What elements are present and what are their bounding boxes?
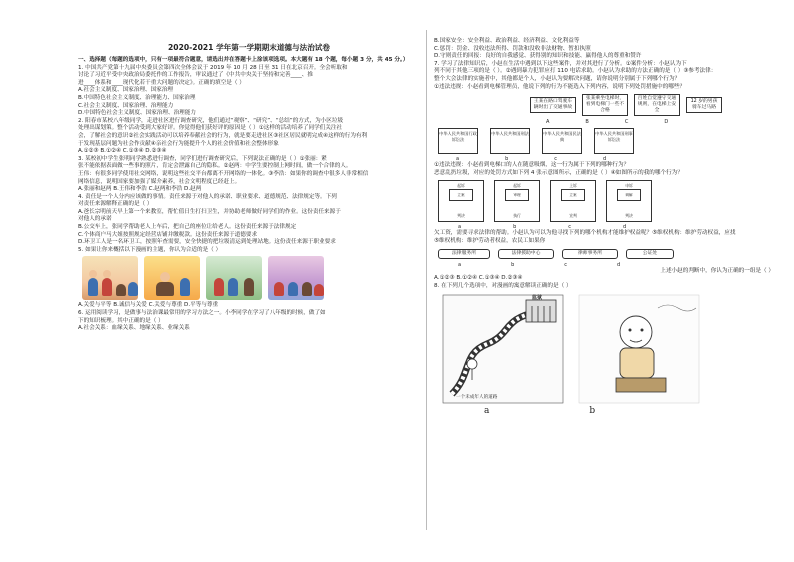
q7-case-box: 12 岁的男孩骑车过马路: [686, 97, 722, 113]
q7-org-label: a: [458, 261, 462, 268]
question-line: A.社会主义制度、国家治理、国家治理: [78, 87, 174, 94]
q8-cartoon-a-caption: 一个未成年人的道路: [456, 395, 498, 401]
q8-labels: [484, 406, 774, 416]
q7-law-books: [438, 128, 774, 154]
q7-procedure-diagram: [606, 180, 652, 222]
q7-case-box: 王某在路口驾驶车辆时出了交通事故: [530, 97, 576, 113]
q7-case-label: A: [546, 119, 550, 126]
q7-procedure-diagram: [438, 180, 484, 222]
q5-comic-elder: [144, 256, 200, 300]
person-icon: [128, 282, 138, 296]
q8-label-b: b: [589, 406, 596, 417]
left-column: [78, 0, 420, 562]
question-line: 3. 某校初中学生张明同学熟悉进行调查，同学们进行调查研究后，下列说法正确的是（ ）①张丽：紧: [78, 155, 327, 162]
question-line: 2. 阳春市某校八年级同学，走进社区进行调查研究，他们通过“观察”、“研究”、“总结”的方式，为小区垃圾: [78, 117, 344, 124]
question-line: D.环卫工人是一名环卫工，按照年查需要，安全快捷的把垃圾清运到处理站地。这份责任来源于职业要求: [78, 239, 336, 246]
question-line: 欠工资，需要寻求法律的帮助。小赵认为可以为他寻找下列的哪个机构才能维护权益呢？⑤维权机构：维护劳动权益，应找: [434, 230, 736, 237]
question-line: 张不能依据表面做一些事的照片，肯定会泄露自己的隐私。②赵两：中学生要控制上网时间，做一个合律的人。: [78, 163, 352, 170]
question-line: C.个体商户马大姐按照规定经营店铺并缴税款。这份责任来源于道德要求: [78, 231, 258, 238]
q7-book-label: c: [554, 156, 558, 163]
section-heading: 一、选择题（每题的选项中，只有一项最符合题意，请选出并在答题卡上涂该项选项。本大题有 18 个题，每小题 3 分，共 45 分。）: [78, 57, 409, 63]
q7-org-box: 律师事务所: [562, 249, 618, 259]
question-line: ①违法违规：小赵看到电梯口的人在随意吸烟，这一行为属于下列的哪种行为？: [434, 162, 630, 169]
q7-step-bottom: 判决: [457, 213, 465, 219]
q8-label-a: a: [484, 406, 490, 417]
q8-cartoon-b: [578, 294, 700, 404]
q7-org-box: 公证处: [626, 249, 674, 259]
question-line: 5. 如果让你来概括以下漫画的主题，你认为合适的是（ ）: [78, 246, 222, 253]
person-icon: [156, 282, 174, 296]
q7-law-book: 中华人民共和国行政诉讼法: [438, 128, 478, 154]
question-line: 6. 运用阅读学习，是做事与法治课最常用的学习方法之一。小李同学在学习了八年级的时候，做了如: [78, 310, 326, 317]
q7-step-top: 起诉: [457, 183, 465, 189]
question-line: B.公交车上，张同学帮助老人上车后，把自己的座位让给老人。这份责任来源于法律规定: [78, 224, 297, 231]
q7-procedure-diagram: [550, 180, 596, 222]
road-to-prison-cartoon: [442, 294, 564, 404]
person-icon: [180, 278, 190, 296]
question-block-1-5: [78, 65, 420, 255]
prison-sign: 监狱: [532, 295, 543, 302]
q7-case-label: C: [624, 119, 629, 126]
q8-cartoons: [442, 294, 774, 404]
question-line: 讨论了习近平受中央政治局委托作的工作报告，审议通过了《中共中央关于坚持和完善____、推: [78, 72, 313, 79]
person-icon: [160, 272, 170, 282]
question-line: 列不同于其他三项的是（ ）。②遇到暴力犯罪应打 110 电话求助。小赵认为求助的方法正确的是（ ）③参考法律：: [434, 68, 717, 75]
question-block-6-7: [434, 38, 774, 91]
person-icon: [102, 278, 112, 296]
column-divider: [426, 30, 427, 530]
person-icon: [103, 270, 111, 278]
question-line: 对责任来源解释正确的是（ ）: [78, 201, 153, 208]
q7-path-label: b: [513, 224, 517, 231]
question-line: B.中国特色社会主义制度、治理能力、国家治理: [78, 94, 196, 101]
question-line: A.社会关系：血缘关系、地缘关系、业缘关系: [78, 325, 190, 332]
q7-case-label: B: [585, 119, 589, 126]
question-line: A.①②③ B.①②④ C.①③④ D.②③④: [78, 148, 167, 155]
q7-mid-text: [434, 162, 774, 177]
person-icon: [89, 270, 97, 278]
person-icon: [228, 278, 238, 296]
q7-step-bottom: 执行: [513, 213, 521, 219]
question-line: 网络信息，说明国家要加强了媒介素养，社会文明程度已经赶上。: [78, 178, 241, 185]
q7-case-label: D: [664, 119, 669, 126]
q7-procedure-diagram: [494, 180, 540, 222]
question-line: 整个大会法律的实施者中，其他都是个人，小赵认为要解决问题，请你说明分别属于下列哪个行为？: [434, 75, 681, 82]
q7-step-top: 申诉: [625, 183, 633, 189]
question-line: 于发现基层问题为社会作贡献④亲社会行为能提升个人的社会价值和社会整体形象: [78, 140, 279, 147]
q7-org-box: 法律服务所: [438, 249, 490, 259]
q7-procedure-diagrams: [438, 180, 774, 222]
q5-comic-children: [268, 256, 324, 300]
question-block-6: [78, 310, 420, 333]
q5-options: A.关爱与平等 B.诚信与关爱 C.关爱与尊重 D.平等与尊重: [78, 302, 219, 309]
question-line: C.惩罚：罚金、没收违法所得、罚款和没收非法财物、暂扣执照: [434, 45, 591, 52]
question-line: 进____体系和____现代化若干重大问题的决定》。正确的填空是（ ）: [78, 79, 245, 86]
person-icon: [302, 282, 312, 296]
q7-book-label: a: [456, 156, 460, 163]
question-line: 王伟：有很多同学使用社交网络，说明这些社交平台都离不开网络的一体化。③李浩：如果你的调查中很多人非常相信: [78, 170, 369, 177]
q7-step-bottom: 判决: [625, 213, 633, 219]
q7-step-top: 上诉: [569, 183, 577, 189]
question-line: 4. 责任是一个人分内应该做的事情。责任来源于对他人的承诺、职业要求、道德规范、法律规定等。下列: [78, 193, 337, 200]
question-line: 1. 中国共产党第十九届中央委员会第四次全体会议于 2019 年 10 月 28 日至 31 日在北京召开。全会听取和: [78, 64, 348, 71]
q7-after-text: [434, 230, 774, 245]
question-line: D.守则责任的回报：良好的自我感觉、获得别的知识和技能、赢得他人的尊重和赞许: [434, 53, 642, 60]
q7-law-book: 中华人民共和国刑事诉讼法: [594, 128, 634, 154]
q7-step-mid: 立案: [449, 189, 473, 201]
q7-org-box: 法律援助中心: [498, 249, 554, 259]
q7-book-label: b: [505, 156, 509, 163]
exam-title: 2020-2021 学年第一学期期末道德与法治试卷: [168, 43, 330, 52]
q7-case-box: 百姓自觉遵守交通规则，在电梯上安全: [634, 94, 680, 116]
person-icon: [214, 278, 224, 296]
question-line: D.中国特色社会主义制度、国家治理、治理能力: [78, 110, 196, 117]
right-column: [434, 0, 774, 562]
question-line: A.张丽和赵两 B.王伟和李浩 C.赵两和李浩 D.赵两: [78, 186, 202, 193]
person-icon: [314, 284, 324, 296]
person-icon: [244, 278, 254, 296]
question-line: C.社会主义制度、国家治理、治理能力: [78, 102, 174, 109]
q7-path-label: d: [623, 224, 627, 231]
q8-stem: 8. 在下列几个选项中，对漫画的寓意解读正确的是（ ）: [434, 282, 572, 289]
q7-step-mid: 审理: [505, 189, 529, 201]
q7-options: A.①②③ B.①②④ C.①③④ D.②③④: [434, 275, 523, 282]
q7-org-label: c: [564, 261, 568, 268]
q7-path-label: a: [458, 224, 462, 231]
q7-org-label: b: [511, 261, 515, 268]
question-line: ⑤维权机构：维护劳动者权益，农民工如果你: [434, 237, 546, 244]
q5-comic-strip: [82, 256, 420, 300]
question-line: 下的知识梳理。其中正确的是（ ）: [78, 317, 164, 324]
q7-case-labels: [546, 119, 774, 125]
q7-step-mid: 立案: [561, 189, 585, 201]
question-line: 处理出谋划策。整个活动受到大家好评。你觉得他们获好评的原因是（ ）①这样的活动培养了同学们关注社: [78, 125, 343, 132]
q7-book-label: d: [603, 156, 607, 163]
q7-law-book: 中华人民共和国民法典: [542, 128, 582, 154]
question-line: B.国家安全：安全利益、政治利益、经济利益、文化利益等: [434, 38, 580, 44]
boy-cartoon: [578, 294, 700, 404]
question-line: ①违法违规：小赵看到电梯管理员，他说下列的行为不能选入下列内容，说明下列处罚措施中的哪些？: [434, 83, 686, 90]
person-icon: [288, 282, 298, 296]
question-line: 恶意乱扔垃圾，对应的处罚方式如下列 4 张示意图所示，正确的是（ ）④如图所示的我的哪个行为？: [434, 169, 683, 176]
q7-conclusion: 上述小赵的判断中，你认为正确的一组是（ ）: [660, 267, 774, 274]
q7-case-boxes: [530, 94, 774, 116]
q7-case-box: 张某乘坐电梯时，看到电梯门一些不合格: [582, 94, 628, 116]
q7-path-label: c: [568, 224, 572, 231]
q7-step-mid: 调解: [617, 189, 641, 201]
q5-comic-family: [82, 256, 138, 300]
person-icon: [116, 284, 126, 296]
q5-comic-classroom: [206, 256, 262, 300]
question-line: 7. 学习了法律知识后，小赵在生活中遇到以下这些案件，并对其进行了分析。①案件分析：小赵认为下: [434, 60, 687, 67]
q8-cartoon-a: [442, 294, 564, 404]
q7-org-label: d: [617, 261, 621, 268]
q7-step-top: 起诉: [513, 183, 521, 189]
q7-step-bottom: 宣判: [569, 213, 577, 219]
q7-law-book: 中华人民共和国刑法: [490, 128, 530, 154]
question-line: A.爸长宗明前天早上第一个来教室，帮忙值日生打扫卫生，并协助老师做好同学们的作业。这份责任来源于: [78, 208, 341, 215]
question-line: 对他人的承诺: [78, 216, 112, 223]
person-icon: [274, 282, 284, 296]
q7-org-boxes: [438, 249, 774, 259]
person-icon: [88, 278, 98, 296]
question-line: 会，了解社会的意识②社会实践活动可以培养奉献社会的行为，就是要走进社区③社区居民就明完成④这样的行为有利: [78, 132, 368, 139]
